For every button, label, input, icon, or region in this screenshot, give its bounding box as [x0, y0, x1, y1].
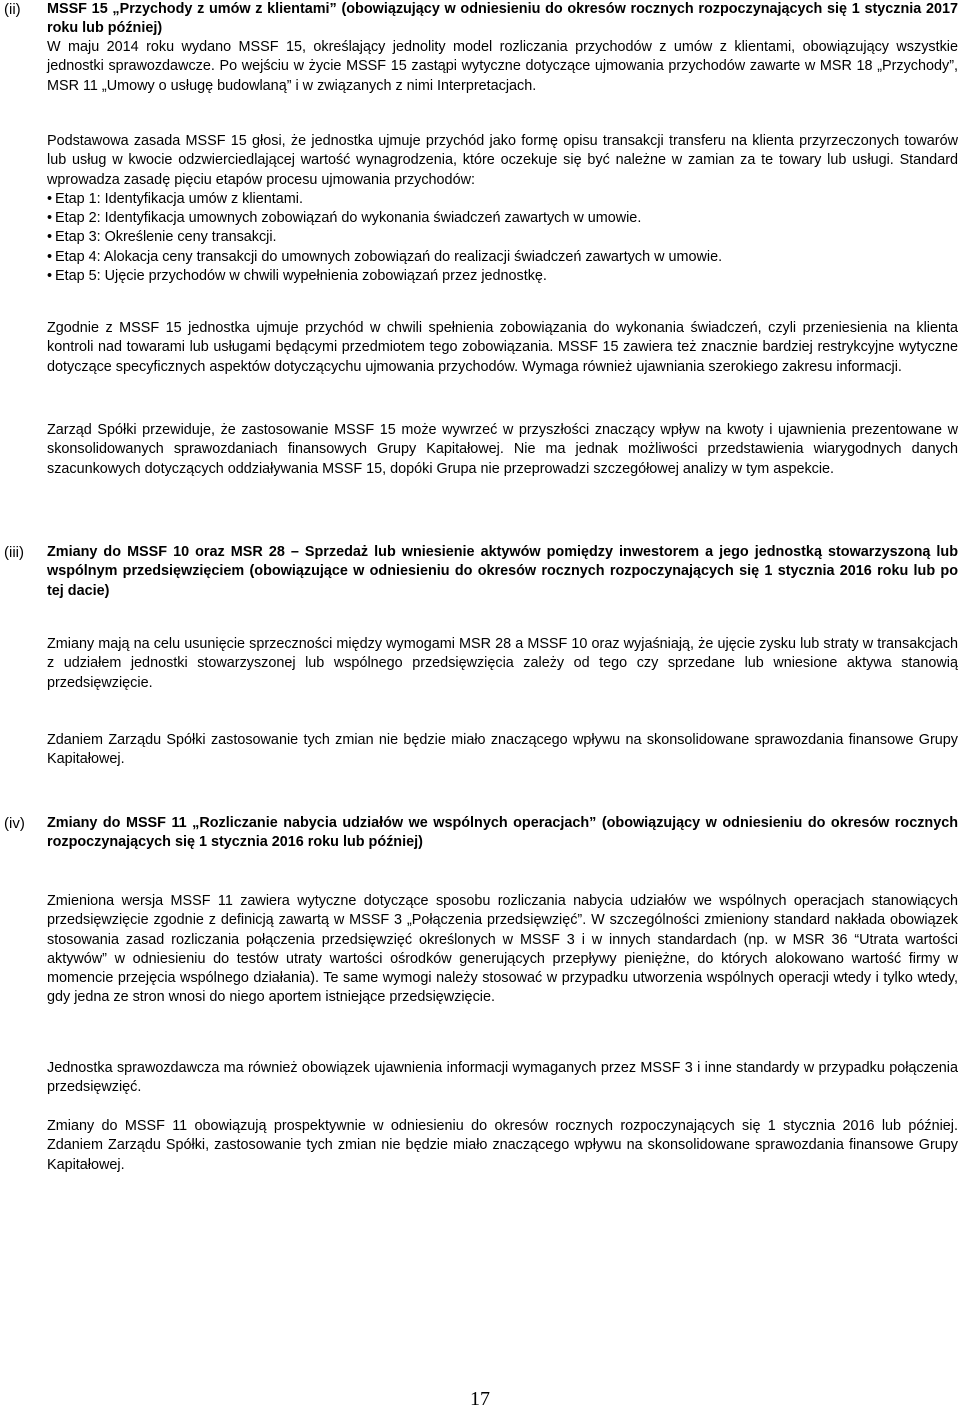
section-iii-heading: Zmiany do MSSF 10 oraz MSR 28 – Sprzedaż lub wniesienie aktywów pomiędzy inwestorem a jego jednostką stowarzyszoną lub wspólnym przedsięwzięciem (obowiązujące w odniesieniu do okresów rocznych rozpoczynających się 1 stycznia 2016 roku lub po tej dacie)	[47, 544, 958, 599]
bullet-icon: •	[47, 229, 53, 246]
section-iii-marker: (iii)	[4, 544, 24, 561]
five-steps-list	[47, 190, 958, 286]
section-ii-paragraph-2: Podstawowa zasada MSSF 15 głosi, że jednostka ujmuje przychód jako formę opisu transakcji transferu na klienta przyrzeczonych towarów lub usług w kwocie odzwierciedlającej wartość wynagrodzenia, które oczekuje się być należne w zamian za te towary lub usługi. Standard wprowadza zasadę pięciu etapów procesu ujmowania przychodów:	[47, 133, 958, 188]
bullet-icon: •	[47, 248, 53, 265]
section-iv-paragraph-2: Jednostka sprawozdawcza ma również obowiązek ujawnienia informacji wymaganych przez MSSF 3 i inne standardy w przypadku połączenia przedsięwzięć.	[47, 1060, 958, 1096]
bullet-icon: •	[47, 268, 53, 285]
section-ii-marker: (ii)	[4, 1, 21, 18]
section-iv-paragraph-1: Zmieniona wersja MSSF 11 zawiera wytyczne dotyczące sposobu rozliczania nabycia udziałów we wspólnych operacjach stanowiących przedsięwzięcie zgodnie z definicją zawartą w MSSF 3 „Połączenia przedsięwzięć”. W szczególności zmieniony standard nakłada obowiązek stosowania zasad rozliczania połączenia przedsięwzięć określonych w MSSF 3 i w innych standardach (np. w MSR 36 “Utrata wartości aktywów” w odniesieniu do testów utraty wartości ośrodków generujących przepływy pieniężne, do których alokowano wartość firmy w momencie przejęcia wspólnego działania). Te same wymogi należy stosować w przypadku utworzenia wspólnych operacji wtedy i tylko wtedy, gdy jedna ze stron wnosi do niego aportem istniejące przedsięwzięcie.	[47, 893, 958, 1006]
bullet-icon: •	[47, 190, 53, 207]
section-iv-marker: (iv)	[4, 815, 25, 832]
section-ii-paragraph-2-block	[47, 132, 958, 286]
section-ii-paragraph-1: W maju 2014 roku wydano MSSF 15, określający jednolity model rozliczania przychodów z umów z klientami, obowiązujący wszystkie jednostki sprawozdawcze. Po wejściu w życie MSSF 15 zastąpi wytyczne dotyczące ujmowania przychodów zawarte w MSR 18 „Przychody”, MSR 11 „Umowy o usługę budowlaną” i w związanych z nimi Interpretacjach.	[47, 39, 958, 94]
list-item: • Etap 5: Ujęcie przychodów w chwili wypełnienia zobowiązań przez jednostkę.	[47, 267, 958, 286]
bullet-icon: •	[47, 210, 53, 227]
section-ii-paragraph-3: Zgodnie z MSSF 15 jednostka ujmuje przychód w chwili spełnienia zobowiązania do wykonania świadczeń, czyli przeniesienia na klienta kontroli nad towarami lub usługami będącymi przedmiotem tego zobowiązania. MSSF 15 zawiera też znacznie bardziej restrykcyjne wytyczne dotyczące specyficznych aspektów dotyczącychu ujmowania przychodów. Wymaga również ujawniania szerokiego zakresu informacji.	[47, 320, 958, 375]
list-item: • Etap 2: Identyfikacja umownych zobowiązań do wykonania świadczeń zawartych w umowie.	[47, 209, 958, 228]
page-number: 17	[470, 1388, 490, 1410]
section-ii-heading: MSSF 15 „Przychody z umów z klientami” (obowiązujący w odniesieniu do okresów rocznych rozpoczynających się 1 stycznia 2017 roku lub później)	[47, 1, 958, 37]
list-item: • Etap 3: Określenie ceny transakcji.	[47, 228, 958, 247]
section-iv-paragraph-3: Zmiany do MSSF 11 obowiązują prospektywnie w odniesieniu do okresów rocznych rozpoczynających się 1 stycznia 2016 lub później. Zdaniem Zarządu Spółki, zastosowanie tych zmian nie będzie miało znaczącego wpływu na skonsolidowane sprawozdania finansowe Grupy Kapitałowej.	[47, 1118, 958, 1173]
list-item: • Etap 4: Alokacja ceny transakcji do umownych zobowiązań do realizacji świadczeń zawartych w umowie.	[47, 248, 958, 267]
section-iii-paragraph-1: Zmiany mają na celu usunięcie sprzeczności między wymogami MSR 28 a MSSF 10 oraz wyjaśniają, że ujęcie zysku lub straty w transakcjach z udziałem jednostki stowarzyszonej lub wspólnego przedsięwzięcia zależy od tego czy sprzedane lub wniesione aktywa stanowią przedsięwzięcie.	[47, 636, 958, 691]
list-item: • Etap 1: Identyfikacja umów z klientami.	[47, 190, 958, 209]
section-ii-paragraph-4: Zarząd Spółki przewiduje, że zastosowanie MSSF 15 może wywrzeć w przyszłości znaczący wpływ na kwoty i ujawnienia prezentowane w skonsolidowanych sprawozdaniach finansowych Grupy Kapitałowej. Nie ma jednak możliwości przedstawienia wiarygodnych danych szacunkowych dotyczących oddziaływania MSSF 15, dopóki Grupa nie przeprowadzi szczegółowej analizy w tym aspekcie.	[47, 422, 958, 477]
section-iii-paragraph-2: Zdaniem Zarządu Spółki zastosowanie tych zmian nie będzie miało znaczącego wpływu na skonsolidowane sprawozdania finansowe Grupy Kapitałowej.	[47, 732, 958, 768]
section-iv-heading: Zmiany do MSSF 11 „Rozliczanie nabycia udziałów we wspólnych operacjach” (obowiązujący w odniesieniu do okresów rocznych rozpoczynających się 1 stycznia 2016 roku lub później)	[47, 815, 958, 851]
